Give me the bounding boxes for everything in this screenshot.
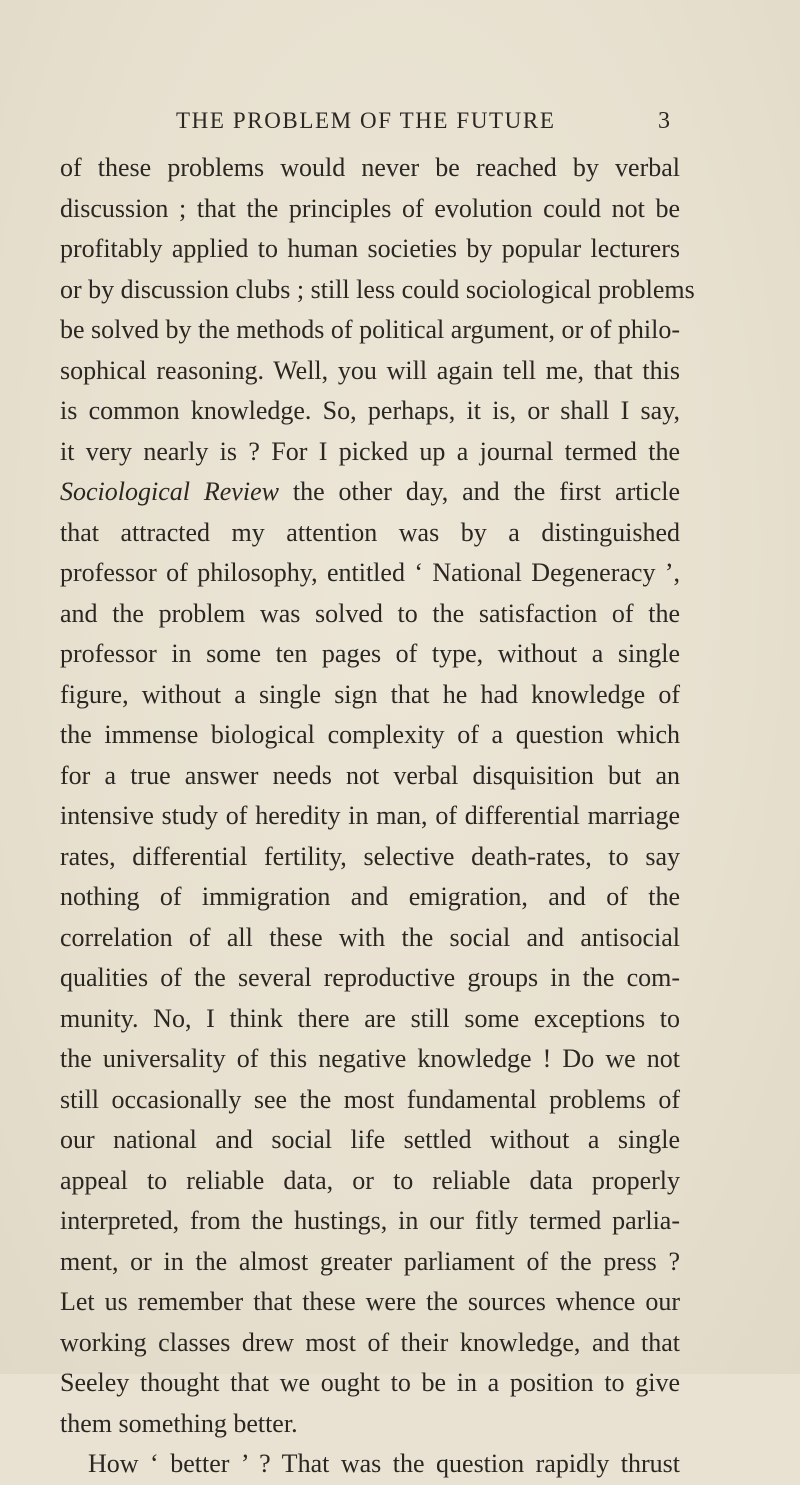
text-line: figure, without a single sign that he had knowledge of xyxy=(60,679,680,709)
text-line: rates, differential fertility, selective death-rates, to say xyxy=(60,841,680,871)
page-number: 3 xyxy=(658,108,670,134)
text-line: professor of philosophy, entitled ‘ National Degeneracy ’, xyxy=(60,558,680,587)
text-line: for a true answer needs not verbal disquisition but an xyxy=(60,760,680,790)
body-text xyxy=(60,148,695,1485)
text-line: Seeley thought that we ought to be in a position to give xyxy=(60,1368,680,1397)
text-line: profitably applied to human societies by popular lecturers xyxy=(60,234,680,263)
text-line-paragraph-start: How ‘ better ’ ? That was the question rapidly thrust xyxy=(88,1449,680,1478)
text-line: working classes drew most of their knowledge, and that xyxy=(60,1327,680,1357)
text-line: discussion ; that the principles of evolution could not be xyxy=(60,193,680,223)
text-line: professor in some ten pages of type, without a single xyxy=(60,639,680,668)
text-line: intensive study of heredity in man, of differential marriage xyxy=(60,801,680,830)
text-line: that attracted my attention was by a distinguished xyxy=(60,517,680,547)
text-line: sophical reasoning. Well, you will again tell me, that this xyxy=(60,355,680,385)
text-line: be solved by the methods of political argument, or of philo- xyxy=(60,315,680,344)
text-line-paragraph-end: them something better. xyxy=(60,1408,298,1438)
text-line: or by discussion clubs ; still less could sociological problems xyxy=(60,274,695,304)
text-line: interpreted, from the hustings, in our fitly termed parlia- xyxy=(60,1206,680,1235)
text-line-journal xyxy=(60,472,680,513)
text-line: appeal to reliable data, or to reliable data properly xyxy=(60,1165,680,1195)
text-line: qualities of the several reproductive groups in the com- xyxy=(60,963,680,992)
text-line: is common knowledge. So, perhaps, it is, or shall I say, xyxy=(60,396,680,425)
text-line: of these problems would never be reached by verbal xyxy=(60,153,680,182)
text-line: Let us remember that these were the sources whence our xyxy=(60,1287,680,1316)
text-line: still occasionally see the most fundamental problems of xyxy=(60,1084,680,1114)
journal-title: Sociological Review xyxy=(60,477,279,506)
text-line-rest: the other day, and the first article xyxy=(278,477,680,506)
text-line: it very nearly is ? For I picked up a journal termed the xyxy=(60,436,680,466)
text-line: munity. No, I think there are still some exceptions to xyxy=(60,1003,680,1033)
running-head: THE PROBLEM OF THE FUTURE xyxy=(176,108,556,133)
text-line: our national and social life settled without a single xyxy=(60,1125,680,1154)
text-line: ment, or in the almost greater parliament of the press ? xyxy=(60,1246,680,1276)
text-line: nothing of immigration and emigration, and of the xyxy=(60,882,680,911)
text-line: and the problem was solved to the satisfaction of the xyxy=(60,598,680,628)
text-line: the universality of this negative knowledge ! Do we not xyxy=(60,1044,680,1073)
text-line: the immense biological complexity of a question which xyxy=(60,720,680,749)
text-line: correlation of all these with the social and antisocial xyxy=(60,922,680,952)
